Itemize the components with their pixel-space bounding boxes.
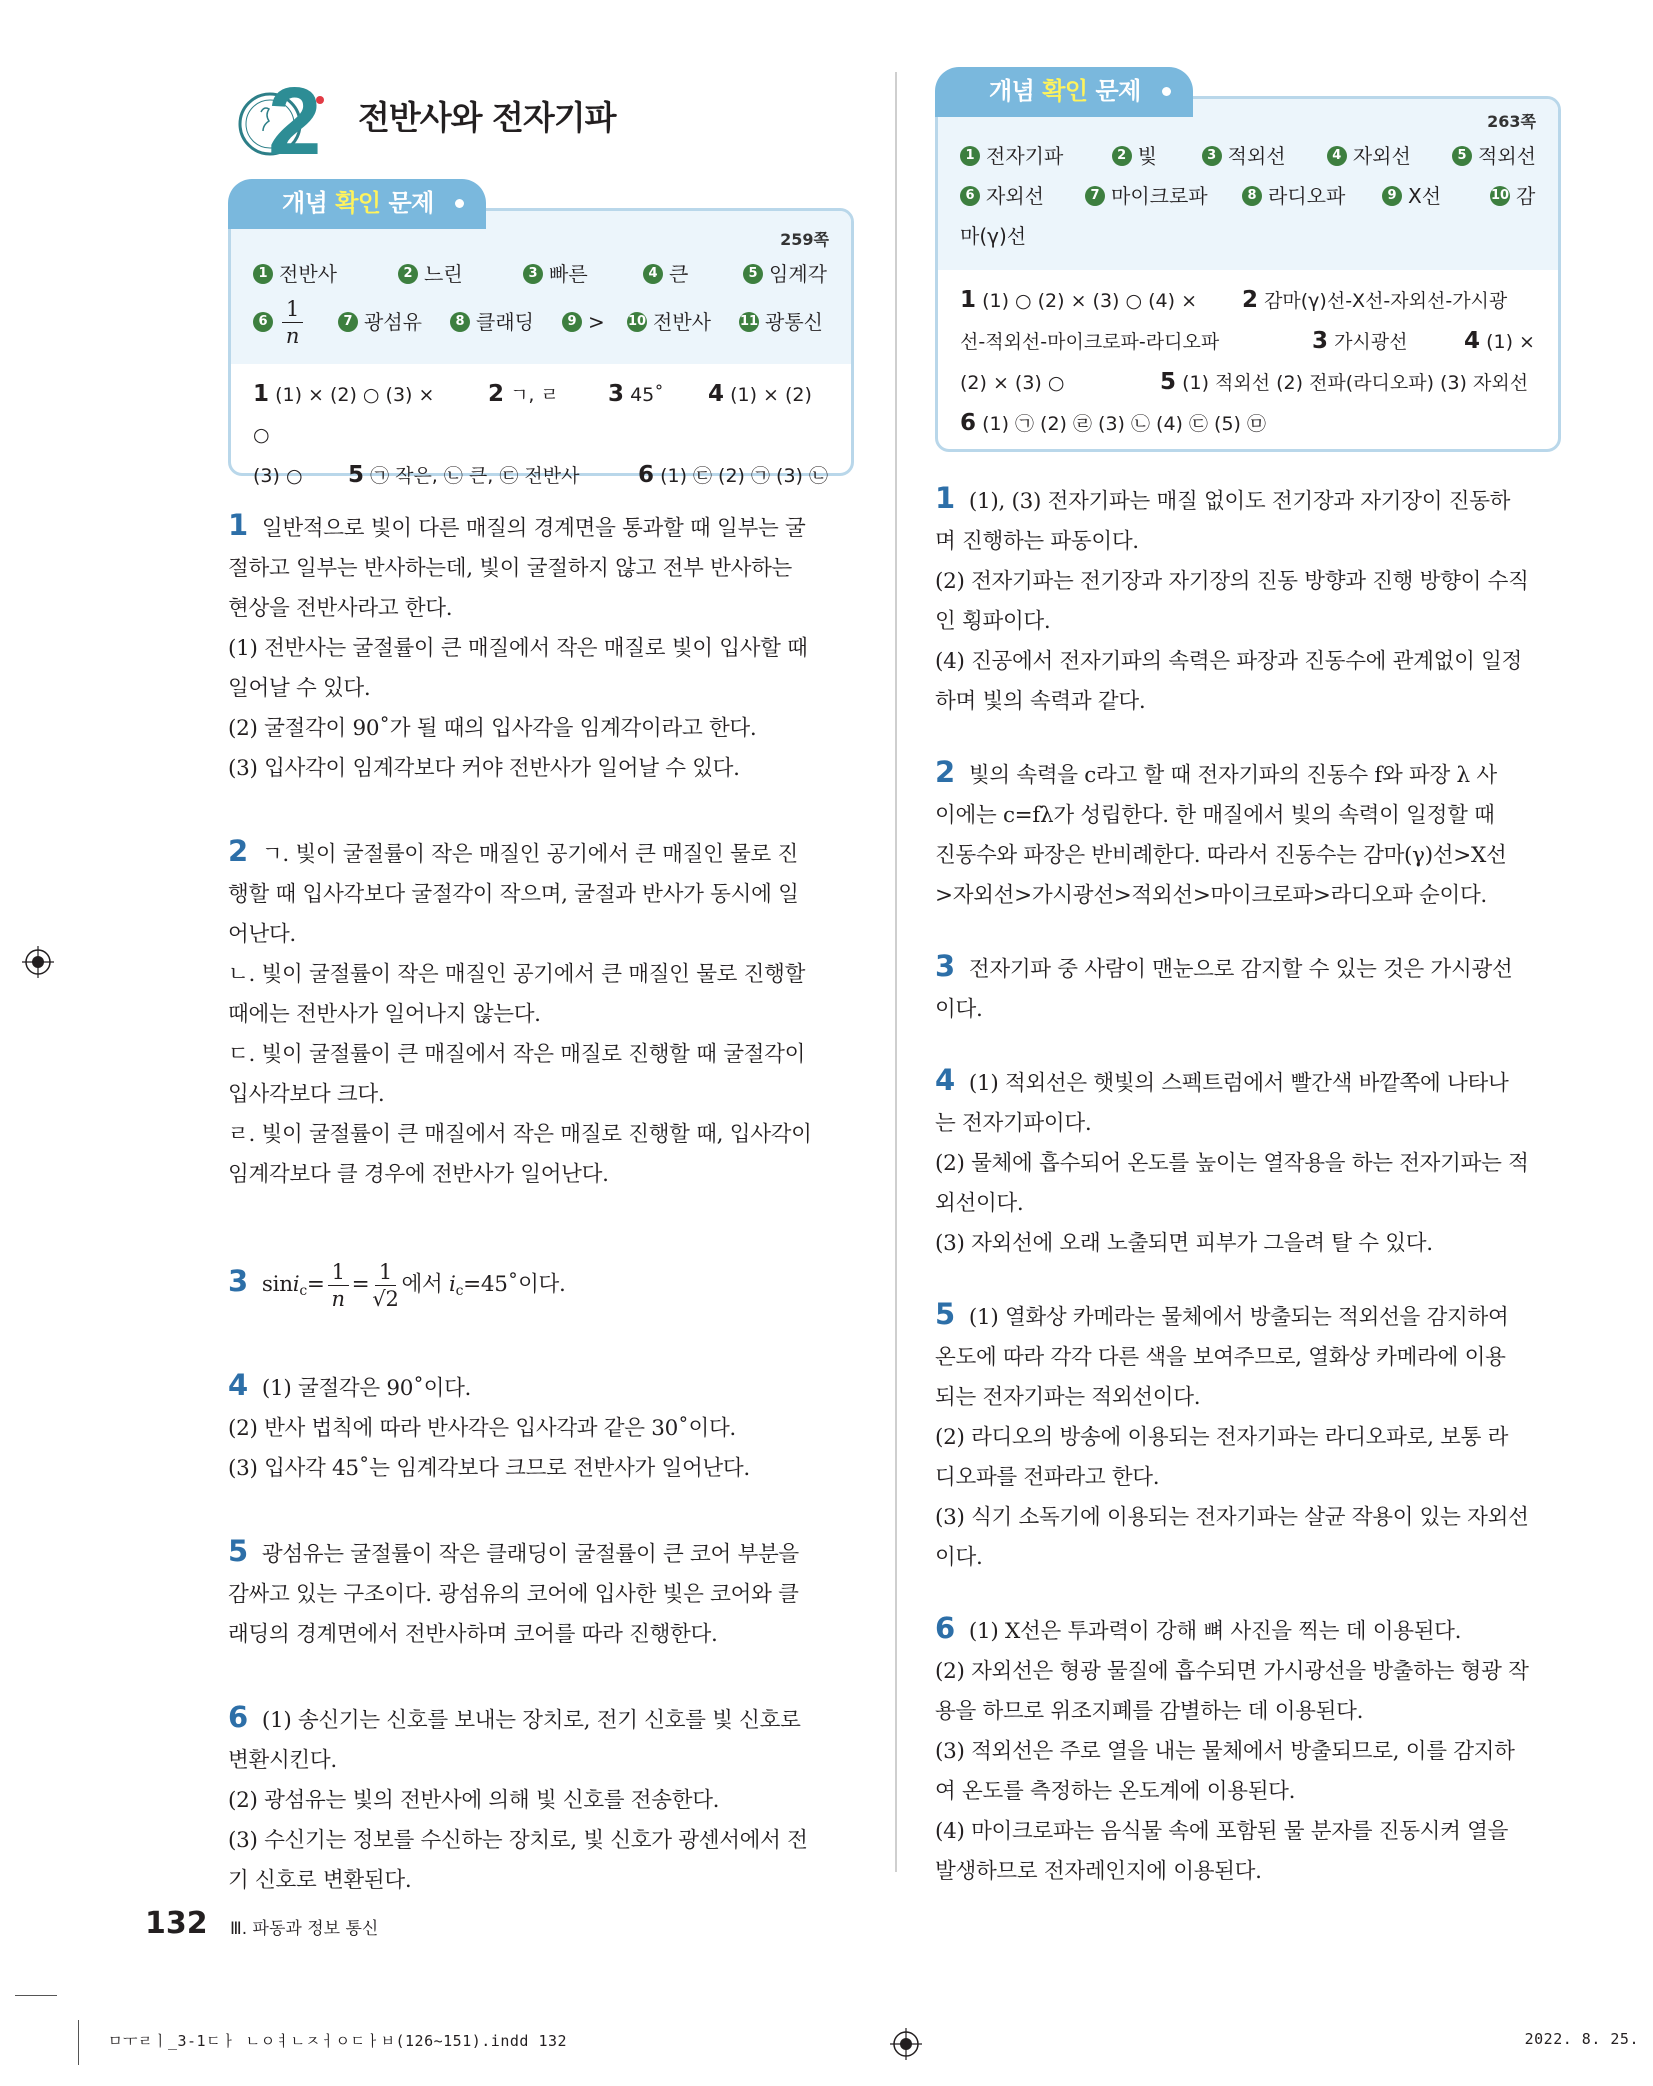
keyword-item xyxy=(1452,136,1536,176)
solution-line: 절하고 일부는 반사하는데, 빛이 굴절하지 않고 전부 반사하는 xyxy=(228,556,793,581)
solution-line: (3) 자외선에 오래 노출되면 피부가 그을려 탈 수 있다. xyxy=(935,1231,1433,1256)
solution-line: (4) 마이크로파는 음식물 속에 포함된 물 분자를 진동시켜 열을 xyxy=(935,1819,1509,1844)
answer-text: (2) × (3) ○ xyxy=(960,372,1065,394)
solution-line: 외선이다. xyxy=(935,1191,1024,1216)
answer-item xyxy=(1312,321,1464,362)
keyword-text: 광섬유 xyxy=(364,310,422,334)
answer-number: 6 xyxy=(960,410,977,436)
solution-line: (1) 적외선은 햇빛의 스펙트럼에서 빨간색 바깥쪽에 나타나 xyxy=(968,1071,1509,1096)
keyword-row xyxy=(253,294,829,350)
solution-6 xyxy=(228,1697,854,1901)
keyword-item xyxy=(743,254,827,294)
solution-line: 현상을 전반사라고 한다. xyxy=(228,596,453,621)
number-bullet-icon: 10 xyxy=(1490,186,1510,206)
keyword-text: 마이크로파 xyxy=(1111,184,1208,208)
number-bullet-icon: 7 xyxy=(338,312,358,332)
answer-text: (3) ○ xyxy=(253,465,303,487)
answer-number: 6 xyxy=(638,462,655,488)
solution-line: 며 진행하는 파동이다. xyxy=(935,529,1139,554)
solution-line: (2) 굴절각이 90˚가 될 때의 입사각을 임계각이라고 한다. xyxy=(228,716,757,741)
solution-line: 되는 전자기파는 적외선이다. xyxy=(935,1385,1201,1410)
keyword-item xyxy=(960,136,1112,176)
solution-line: 일반적으로 빛이 다른 매질의 경계면을 통과할 때 일부는 굴 xyxy=(261,516,806,541)
keyword-item xyxy=(739,294,823,350)
keyword-text: 클래딩 xyxy=(476,310,534,334)
answer-row xyxy=(253,455,829,496)
solution-line: 기 신호로 변환된다. xyxy=(228,1868,412,1893)
registration-mark-icon xyxy=(890,2028,922,2060)
solution-number: 4 xyxy=(935,1063,955,1097)
concept-check-tab xyxy=(228,179,486,229)
answer-item xyxy=(1242,287,1508,313)
solution-line: (2) 자외선은 형광 물질에 흡수되면 가시광선을 방출하는 형광 작 xyxy=(935,1659,1529,1684)
answer-text: (1) ㉠ (2) ㉣ (3) ㉡ (4) ㉢ (5) ㉤ xyxy=(982,413,1266,435)
number-bullet-icon: 3 xyxy=(1202,146,1222,166)
solution-line: 는 전자기파이다. xyxy=(935,1111,1092,1136)
number-bullet-icon: 1 xyxy=(253,264,273,284)
solution-3 xyxy=(228,1251,854,1317)
concept-check-box-right xyxy=(935,77,1561,452)
keyword-item xyxy=(627,294,739,350)
tab-dot-icon xyxy=(1162,87,1171,96)
solution-3 xyxy=(935,946,1561,1030)
solution-number: 5 xyxy=(228,1534,248,1568)
trim-mark xyxy=(78,2020,79,2065)
solution-line: 디오파를 전파라고 한다. xyxy=(935,1465,1160,1490)
keyword-row xyxy=(960,136,1536,176)
solution-line: (1), (3) 전자기파는 매질 없이도 전기장과 자기장이 진동하 xyxy=(968,489,1511,514)
keyword-item xyxy=(1202,136,1327,176)
solution-line: (3) 식기 소독기에 이용되는 전자기파는 살균 작용이 있는 자외선 xyxy=(935,1505,1529,1530)
keyword-text: 마(γ)선 xyxy=(960,224,1027,248)
answer-item xyxy=(960,280,1242,321)
number-bullet-icon: 4 xyxy=(1327,146,1347,166)
keyword-text: 전반사 xyxy=(653,310,711,334)
keyword-text: 전자기파 xyxy=(986,144,1064,168)
number-bullet-icon: 10 xyxy=(627,312,647,332)
registration-mark-icon xyxy=(22,946,54,978)
keyword-item xyxy=(1490,176,1535,216)
solution-line: ㄷ. 빛이 굴절률이 큰 매질에서 작은 매질로 진행할 때 굴절각이 xyxy=(228,1042,806,1067)
keyword-text: 자외선 xyxy=(986,184,1044,208)
right-solutions xyxy=(935,478,1561,1892)
answer-text: (1) ○ (2) × (3) ○ (4) × xyxy=(982,290,1197,312)
keyword-row xyxy=(253,254,829,294)
solution-line: 진동수와 파장은 반비례한다. 따라서 진동수는 감마(γ)선>X선 xyxy=(935,843,1507,868)
fraction-top: 1 xyxy=(328,1259,349,1286)
number-bullet-icon: 9 xyxy=(562,312,582,332)
solution-line: >자외선>가시광선>적외선>마이크로파>라디오파 순이다. xyxy=(935,883,1487,908)
answer-row xyxy=(960,362,1536,403)
fraction-bottom: n xyxy=(331,1286,345,1311)
number-bullet-icon: 7 xyxy=(1085,186,1105,206)
fraction-top: 1 xyxy=(375,1259,396,1286)
page-reference: 263쪽 xyxy=(1487,112,1536,131)
tab-label-pre: 개념 xyxy=(282,189,336,217)
answer-number: 1 xyxy=(253,381,270,407)
keyword-item xyxy=(562,294,627,350)
formula-equals: = xyxy=(306,1272,325,1297)
keyword-text: 광통신 xyxy=(765,310,823,334)
number-bullet-icon: 3 xyxy=(523,264,543,284)
answer-text: (1) × (2) ○ (3) × xyxy=(275,384,435,406)
number-bullet-icon: 11 xyxy=(739,312,759,332)
solution-4 xyxy=(935,1060,1561,1264)
keyword-text: 빠른 xyxy=(549,262,588,286)
answer-text: 가시광선 xyxy=(1334,331,1408,353)
keyword-item xyxy=(1085,176,1242,216)
answer-number: 5 xyxy=(348,462,365,488)
solution-number: 1 xyxy=(228,508,248,542)
answer-item xyxy=(1464,328,1535,354)
solution-line: 임계각보다 클 경우에 전반사가 일어난다. xyxy=(228,1162,609,1187)
solution-line: (2) 물체에 흡수되어 온도를 높이는 열작용을 하는 전자기파는 적 xyxy=(935,1151,1529,1176)
solution-2 xyxy=(935,752,1561,916)
answer-text: (1) × xyxy=(1486,331,1535,353)
solution-line: (3) 수신기는 정보를 수신하는 장치로, 빛 신호가 광센서에서 전 xyxy=(228,1828,808,1853)
solution-line: (4) 진공에서 전자기파의 속력은 파장과 진동수에 관계없이 일정 xyxy=(935,649,1523,674)
keyword-text: 적외선 xyxy=(1227,144,1286,168)
answer-text: ㄱ, ㄹ xyxy=(510,384,559,406)
answer-item xyxy=(1160,369,1529,395)
solution-line: 입사각보다 크다. xyxy=(228,1082,385,1107)
solution-2 xyxy=(228,831,854,1195)
column-divider xyxy=(895,72,897,1872)
formula-subscript: c xyxy=(455,1283,464,1299)
section-title: 전반사와 전자기파 xyxy=(358,98,616,137)
answer-number: 3 xyxy=(608,381,625,407)
number-bullet-icon: 8 xyxy=(1242,186,1262,206)
solution-line: 발생하므로 전자레인지에 이용된다. xyxy=(935,1859,1262,1884)
formula-subscript: c xyxy=(299,1283,307,1299)
solution-line: 여 온도를 측정하는 온도계에 이용된다. xyxy=(935,1779,1296,1804)
solution-line: ㄹ. 빛이 굴절률이 큰 매질에서 작은 매질로 진행할 때, 입사각이 xyxy=(228,1122,812,1147)
answer-text: ㉠ 작은, ㉡ 큰, ㉢ 전반사 xyxy=(370,465,580,487)
answer-number: 5 xyxy=(1160,369,1177,395)
formula-text: =45˚이다. xyxy=(463,1272,566,1297)
keyword-text: 자외선 xyxy=(1352,144,1411,168)
answer-item xyxy=(488,374,608,415)
concept-check-box-left xyxy=(228,189,854,488)
answer-text: (1) 적외선 (2) 전파(라디오파) (3) 자외선 xyxy=(1182,372,1529,394)
tab-label-highlight: 확인 xyxy=(1042,77,1088,105)
keyword-item xyxy=(1327,136,1452,176)
solution-line: (1) 송신기는 신호를 보내는 장치로, 전기 신호를 빛 신호로 xyxy=(261,1708,801,1733)
keyword-item xyxy=(450,294,562,350)
solution-line: (3) 적외선은 주로 열을 내는 물체에서 방출되므로, 이를 감지하 xyxy=(935,1739,1515,1764)
number-bullet-icon: 6 xyxy=(960,186,980,206)
answer-number: 3 xyxy=(1312,328,1329,354)
page-reference: 259쪽 xyxy=(780,230,829,249)
number-bullet-icon: 5 xyxy=(743,264,763,284)
answer-text: 선-적외선-마이크로파-라디오파 xyxy=(960,331,1220,353)
answer-text: 감마(γ)선-X선-자외선-가시광 xyxy=(1264,290,1508,312)
solution-line: 용을 하므로 위조지폐를 감별하는 데 이용된다. xyxy=(935,1699,1364,1724)
keyword-item xyxy=(1382,176,1490,216)
answer-row xyxy=(960,321,1536,362)
slug-filename: ㅁㅜㄹㅣ_3-1ㄷㅏ ㄴㅇㅕㄴㅈㅓㅇㄷㅏㅂ(126~151).indd 132 xyxy=(108,2032,568,2050)
fraction-bottom: √2 xyxy=(372,1286,399,1311)
formula-sin: sin xyxy=(261,1272,293,1297)
formula-fraction xyxy=(328,1259,349,1312)
answer-number: 2 xyxy=(1242,287,1259,313)
solution-line: ㄴ. 빛이 굴절률이 작은 매질인 공기에서 큰 매질인 물로 진행할 xyxy=(228,962,806,987)
answer-number: 4 xyxy=(1464,328,1481,354)
trim-mark xyxy=(15,1995,57,1996)
answer-item xyxy=(608,374,708,415)
solution-line: (1) X선은 투과력이 강해 뼈 사진을 찍는 데 이용된다. xyxy=(968,1619,1462,1644)
solution-line: 하며 빛의 속력과 같다. xyxy=(935,689,1146,714)
answer-list xyxy=(231,364,851,508)
keyword-text: 라디오파 xyxy=(1268,184,1346,208)
number-bullet-icon: 2 xyxy=(1112,146,1132,166)
solution-number: 4 xyxy=(228,1368,248,1402)
answer-row xyxy=(960,403,1536,444)
section-heading xyxy=(228,68,648,175)
solution-number: 3 xyxy=(228,1264,248,1298)
keyword-row xyxy=(960,216,1536,256)
keyword-text: > xyxy=(588,310,605,334)
formula-equals: = xyxy=(351,1272,370,1297)
keyword-band xyxy=(938,99,1558,270)
number-bullet-icon: 9 xyxy=(1382,186,1402,206)
solution-line: (3) 입사각이 임계각보다 커야 전반사가 일어날 수 있다. xyxy=(228,756,740,781)
solution-line: (2) 전자기파는 전기장과 자기장의 진동 방향과 진행 방향이 수직 xyxy=(935,569,1529,594)
solution-line: 이에는 c=fλ가 성립한다. 한 매질에서 빛의 속력이 일정할 때 xyxy=(935,803,1495,828)
solution-line: 감싸고 있는 구조이다. 광섬유의 코어에 입사한 빛은 코어와 클 xyxy=(228,1582,799,1607)
solution-line: 이다. xyxy=(935,997,983,1022)
solution-line: (2) 광섬유는 빛의 전반사에 의해 빛 신호를 전송한다. xyxy=(228,1788,720,1813)
solution-6 xyxy=(935,1608,1561,1892)
solution-line: 어난다. xyxy=(228,922,296,947)
solution-line: (1) 전반사는 굴절률이 큰 매질에서 작은 매질로 빛이 입사할 때 xyxy=(228,636,808,661)
keyword-item xyxy=(338,294,450,350)
keyword-text: 임계각 xyxy=(769,262,827,286)
keyword-item xyxy=(1112,136,1202,176)
number-bullet-icon: 4 xyxy=(643,264,663,284)
solution-number: 5 xyxy=(935,1297,955,1331)
solution-4 xyxy=(228,1365,854,1489)
formula-variable: i xyxy=(292,1272,300,1297)
answer-item xyxy=(638,462,829,488)
solution-line: ㄱ. 빛이 굴절률이 작은 매질인 공기에서 큰 매질인 물로 진 xyxy=(261,842,799,867)
formula-text: 에서 xyxy=(401,1272,450,1297)
solution-line: (2) 반사 법칙에 따라 반사각은 입사각과 같은 30˚이다. xyxy=(228,1416,736,1441)
keyword-item xyxy=(253,294,338,350)
keyword-text: 감 xyxy=(1516,184,1536,208)
solution-line: 인 횡파이다. xyxy=(935,609,1051,634)
section-number: 2 xyxy=(268,68,322,175)
tab-label-highlight: 확인 xyxy=(335,189,381,217)
keyword-text: 빛 xyxy=(1137,144,1157,168)
answer-number: 1 xyxy=(960,287,977,313)
fraction-bottom: n xyxy=(285,323,300,348)
answer-list xyxy=(938,270,1558,456)
number-bullet-icon: 1 xyxy=(960,146,980,166)
solution-number: 1 xyxy=(935,481,955,515)
formula-variable: i xyxy=(449,1272,456,1297)
keyword-row xyxy=(960,176,1536,216)
solution-line: 전자기파 중 사람이 맨눈으로 감지할 수 있는 것은 가시광선 xyxy=(968,957,1513,982)
solution-line: 빛의 속력을 c라고 할 때 전자기파의 진동수 f와 파장 λ 사 xyxy=(968,763,1497,788)
solution-number: 3 xyxy=(935,949,955,983)
solution-5 xyxy=(935,1294,1561,1578)
keyword-text: 전반사 xyxy=(279,262,337,286)
solution-line: 때에는 전반사가 일어나지 않는다. xyxy=(228,1002,541,1027)
answer-text: (1) × (2) ○ xyxy=(253,384,812,446)
slug-date: 2022. 8. 25. xyxy=(1524,2030,1639,2048)
solution-line: 일어날 수 있다. xyxy=(228,676,371,701)
answer-row xyxy=(253,374,829,455)
number-bullet-icon: 8 xyxy=(450,312,470,332)
keyword-text: 느린 xyxy=(424,262,463,286)
tab-label-post: 문제 xyxy=(1087,77,1141,105)
answer-text: (1) ㉢ (2) ㉠ (3) ㉡ xyxy=(660,465,829,487)
left-solutions xyxy=(228,505,854,1901)
concept-check-tab xyxy=(935,67,1193,117)
keyword-item xyxy=(1242,176,1382,216)
solution-1 xyxy=(228,505,854,789)
solution-5 xyxy=(228,1531,854,1655)
solution-line: 변환시킨다. xyxy=(228,1748,337,1773)
solution-number: 6 xyxy=(228,1700,248,1734)
keyword-text: 적외선 xyxy=(1478,144,1536,168)
formula-fraction xyxy=(372,1259,398,1312)
solution-line: 래딩의 경계면에서 전반사하며 코어를 따라 진행한다. xyxy=(228,1622,718,1647)
solution-number: 2 xyxy=(935,755,955,789)
keyword-item xyxy=(960,176,1085,216)
keyword-item xyxy=(253,254,398,294)
solution-line: 광섬유는 굴절률이 작은 클래딩이 굴절률이 큰 코어 부분을 xyxy=(261,1542,799,1567)
keyword-item xyxy=(523,254,643,294)
keyword-item xyxy=(398,254,523,294)
answer-row xyxy=(960,280,1536,321)
number-bullet-icon: 2 xyxy=(398,264,418,284)
tab-label-post: 문제 xyxy=(380,189,434,217)
solution-number: 6 xyxy=(935,1611,955,1645)
solution-1 xyxy=(935,478,1561,722)
number-bullet-icon: 5 xyxy=(1452,146,1472,166)
answer-number: 2 xyxy=(488,381,505,407)
keyword-item xyxy=(643,254,743,294)
solution-line: (1) 굴절각은 90˚이다. xyxy=(261,1376,472,1401)
keyword-text: X선 xyxy=(1408,184,1442,208)
solution-line: (3) 입사각 45˚는 임계각보다 크므로 전반사가 일어난다. xyxy=(228,1456,750,1481)
page-number: 132 xyxy=(145,1906,208,1941)
keyword-fraction xyxy=(282,296,303,349)
chapter-title: Ⅲ. 파동과 정보 통신 xyxy=(230,1919,379,1939)
answer-item xyxy=(253,374,488,415)
answer-item xyxy=(348,455,638,496)
fraction-top: 1 xyxy=(282,296,303,323)
solution-line: 행할 때 입사각보다 굴절각이 작으며, 굴절과 반사가 동시에 일 xyxy=(228,882,799,907)
number-bullet-icon: 6 xyxy=(253,312,273,332)
keyword-band xyxy=(231,211,851,364)
answer-text: 45˚ xyxy=(630,384,664,406)
solution-line: 이다. xyxy=(935,1545,983,1570)
solution-number: 2 xyxy=(228,834,248,868)
answer-number: 4 xyxy=(708,381,725,407)
answer-item xyxy=(960,410,1266,436)
solution-line: 온도에 따라 각각 다른 색을 보여주므로, 열화상 카메라에 이용 xyxy=(935,1345,1506,1370)
tab-dot-icon xyxy=(455,199,464,208)
tab-label-pre: 개념 xyxy=(989,77,1043,105)
solution-line: (2) 라디오의 방송에 이용되는 전자기파는 라디오파로, 보통 라 xyxy=(935,1425,1509,1450)
keyword-text: 큰 xyxy=(669,262,689,286)
solution-line: (1) 열화상 카메라는 물체에서 방출되는 적외선을 감지하여 xyxy=(968,1305,1509,1330)
